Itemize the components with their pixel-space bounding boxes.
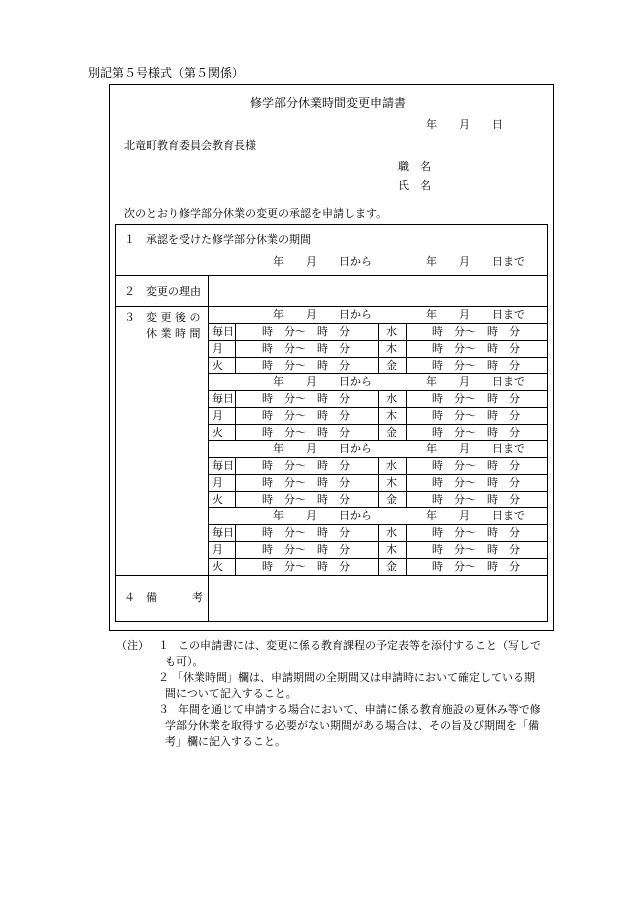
name-label: 氏 名 <box>398 179 431 192</box>
note-1-num: １ <box>158 639 169 652</box>
middle-column-divider <box>378 323 379 374</box>
time-range-right: 時 分～ 時 分 <box>432 560 520 573</box>
day-column-divider <box>235 323 236 374</box>
period-from: 年 月 日から <box>273 375 372 388</box>
time-range-left: 時 分～ 時 分 <box>262 493 350 506</box>
notes-label: （注） <box>116 639 149 652</box>
time-range-left: 時 分～ 時 分 <box>262 359 350 372</box>
section2-label: ２ 変更の理由 <box>124 285 201 298</box>
day-right: 水 <box>386 325 397 338</box>
section3-label-1: ３ 変 更 後 の <box>124 311 201 324</box>
note-1-line1: この申請書には、変更に係る教育課程の予定表等を添付すること（写しで <box>178 639 541 652</box>
note-1-line2: も可）。 <box>165 655 204 668</box>
time-range-right: 時 分～ 時 分 <box>432 359 520 372</box>
note-2-num: ２ <box>158 671 169 684</box>
day-column-divider <box>235 457 236 508</box>
day-right: 金 <box>386 359 397 372</box>
time-range-left: 時 分～ 時 分 <box>262 560 350 573</box>
position-label: 職 名 <box>398 160 431 173</box>
time-range-left: 時 分～ 時 分 <box>262 459 350 472</box>
label-column-divider <box>208 275 209 622</box>
day-left: 毎日 <box>212 526 234 539</box>
time-range-left: 時 分～ 時 分 <box>262 476 350 489</box>
section4-label: ４ 備 <box>124 591 157 604</box>
day-left: 毎日 <box>212 325 234 338</box>
day-left: 毎日 <box>212 459 234 472</box>
section1-label: １ 承認を受けた修学部分休業の期間 <box>124 233 311 246</box>
time-range-right: 時 分～ 時 分 <box>432 459 520 472</box>
day-left: 月 <box>212 543 223 556</box>
section4-label-end: 考 <box>192 591 203 604</box>
day-left: 火 <box>212 493 223 506</box>
time-range-left: 時 分～ 時 分 <box>262 342 350 355</box>
day-left: 火 <box>212 426 223 439</box>
day-left: 毎日 <box>212 392 234 405</box>
time-range-left: 時 分～ 時 分 <box>262 409 350 422</box>
row-divider <box>115 275 548 276</box>
day-left: 月 <box>212 409 223 422</box>
middle-column-divider <box>378 390 379 441</box>
day-right: 木 <box>386 476 397 489</box>
note-2-line2: 間について記入すること。 <box>165 687 297 700</box>
day-left: 火 <box>212 560 223 573</box>
note-2-line1: 「休業時間」欄は、申請期間の全期間又は申請時において確定している期 <box>172 671 535 684</box>
time-range-right: 時 分～ 時 分 <box>432 325 520 338</box>
day-left: 火 <box>212 359 223 372</box>
period-to: 年 月 日まで <box>426 509 525 522</box>
note-3-line1: 年間を通じて申請する場合において、申請に係る教育施設の夏休み等で修 <box>178 703 541 716</box>
time-range-right: 時 分～ 時 分 <box>432 493 520 506</box>
section3-label-2: 休 業 時 間 <box>146 327 201 340</box>
day-left: 月 <box>212 342 223 355</box>
period-to: 年 月 日まで <box>426 442 525 455</box>
day-right: 木 <box>386 342 397 355</box>
middle-column-divider <box>378 524 379 575</box>
section1-to: 年 月 日まで <box>426 255 525 268</box>
day-right: 水 <box>386 459 397 472</box>
period-to: 年 月 日まで <box>426 308 525 321</box>
time-range-right: 時 分～ 時 分 <box>432 392 520 405</box>
time-range-left: 時 分～ 時 分 <box>262 325 350 338</box>
time-range-right: 時 分～ 時 分 <box>432 476 520 489</box>
note-3-num: ３ <box>158 703 169 716</box>
section1-from: 年 月 日から <box>273 255 372 268</box>
intro-text: 次のとおり修学部分休業の変更の承認を申請します。 <box>124 207 388 220</box>
day-column-divider <box>235 390 236 441</box>
note-3-line2: 学部分休業を取得する必要がない期間がある場合は、その旨及び期間を「備 <box>165 719 539 732</box>
middle-column-divider <box>378 457 379 508</box>
day-right: 金 <box>386 560 397 573</box>
time-range-left: 時 分～ 時 分 <box>262 543 350 556</box>
row-divider <box>115 575 548 576</box>
day-right: 金 <box>386 493 397 506</box>
day-left: 月 <box>212 476 223 489</box>
period-from: 年 月 日から <box>273 509 372 522</box>
day-right: 木 <box>386 543 397 556</box>
day-column-divider <box>406 323 407 374</box>
time-range-right: 時 分～ 時 分 <box>432 342 520 355</box>
day-column-divider <box>406 457 407 508</box>
day-right: 金 <box>386 426 397 439</box>
period-from: 年 月 日から <box>273 442 372 455</box>
note-3-line3: 考」欄に記入すること。 <box>165 735 286 748</box>
time-range-right: 時 分～ 時 分 <box>432 426 520 439</box>
period-from: 年 月 日から <box>273 308 372 321</box>
time-range-right: 時 分～ 時 分 <box>432 526 520 539</box>
period-to: 年 月 日まで <box>426 375 525 388</box>
form-title: 修学部分休業時間変更申請書 <box>250 96 407 110</box>
day-column-divider <box>406 524 407 575</box>
time-range-left: 時 分～ 時 分 <box>262 392 350 405</box>
time-range-left: 時 分～ 時 分 <box>262 526 350 539</box>
time-range-right: 時 分～ 時 分 <box>432 409 520 422</box>
day-column-divider <box>406 390 407 441</box>
addressee: 北竜町教育委員会教育長様 <box>124 139 256 152</box>
day-right: 木 <box>386 409 397 422</box>
day-right: 水 <box>386 526 397 539</box>
day-right: 水 <box>386 392 397 405</box>
form-label: 別記第５号様式（第５関係） <box>88 66 245 80</box>
time-range-left: 時 分～ 時 分 <box>262 426 350 439</box>
date-line: 年 月 日 <box>426 118 503 131</box>
day-column-divider <box>235 524 236 575</box>
time-range-right: 時 分～ 時 分 <box>432 543 520 556</box>
